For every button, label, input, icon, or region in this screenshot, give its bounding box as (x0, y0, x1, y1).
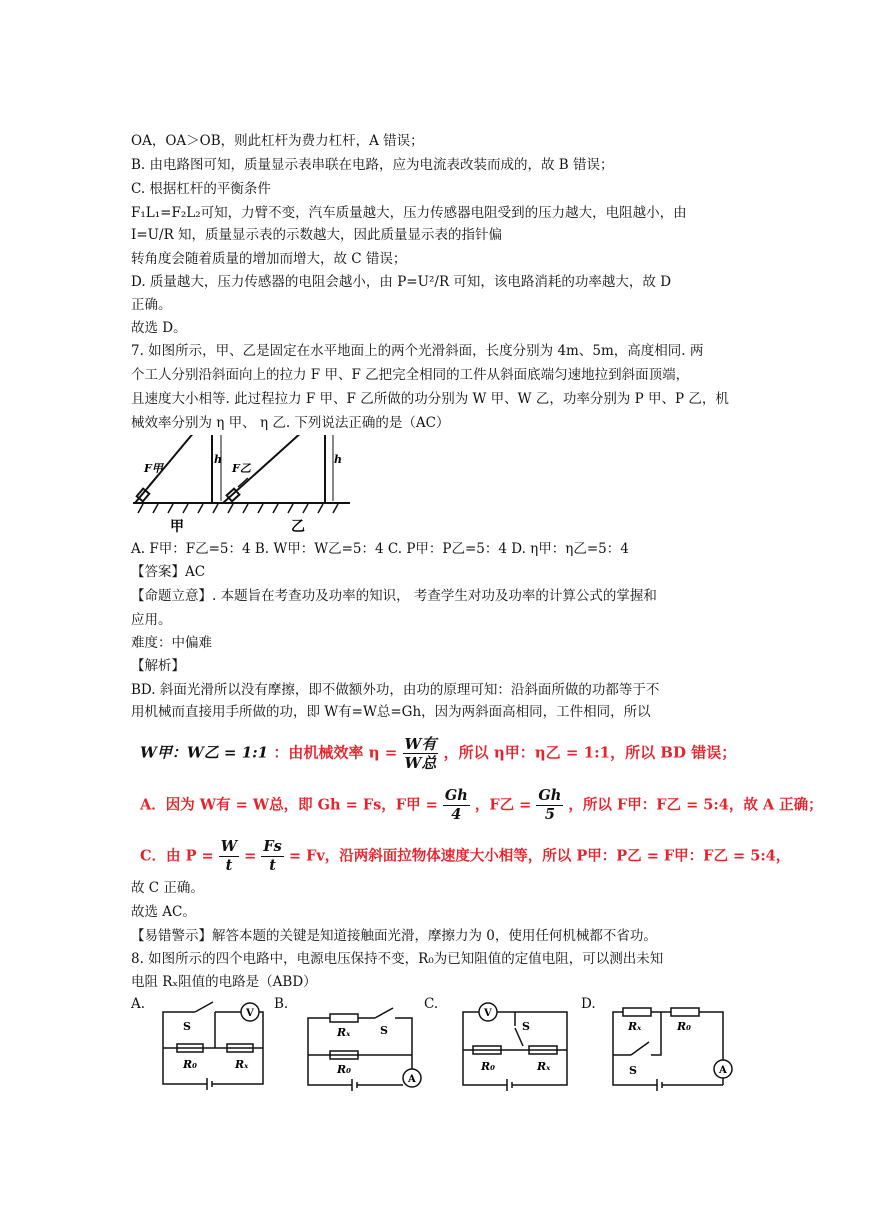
equation-power: C．由 P = $\frac{W}{t}$ = $\frac{Fs}{t}$ = Fv，沿两斜面拉物体速度大小相等，所以 P甲：P乙 = F甲：F乙 = 5:4， (140, 838, 791, 874)
incline-label-right: 乙 (291, 519, 305, 535)
text-line: OA，OA＞OB，则此杠杆为费力杠杆，A 错误； (131, 133, 424, 149)
svg-text:V: V (246, 1008, 254, 1019)
question-7: 械效率分别为 η 甲、 η 乙. 下列说法正确的是（AC） (131, 415, 450, 431)
option-label: A. (131, 996, 146, 1012)
answer: 【答案】AC (131, 564, 206, 580)
circuit-a (155, 1000, 270, 1095)
incline-label-left: 甲 (170, 519, 184, 535)
svg-text:A: A (408, 1074, 416, 1085)
text-line: C. 根据杠杆的平衡条件 (131, 181, 271, 197)
text-line: I=U/R 知，质量显示表的示数越大，因此质量显示表的指针偏 (131, 227, 503, 243)
analysis-heading: 【解析】 (131, 658, 185, 674)
option-label: D. (581, 996, 596, 1012)
analysis-text: 用机械而直接用手所做的功，即 W有=W总=Gh，因为两斜面高相同，工件相同，所以 (131, 704, 651, 720)
circuit-d (605, 1000, 745, 1095)
conclusion: 故 C 正确。 (131, 880, 204, 896)
svg-text:Rₓ: Rₓ (537, 1060, 551, 1073)
circuit-b (300, 1000, 430, 1095)
conclusion: 故选 AC。 (131, 904, 196, 920)
question-7: 7. 如图所示，甲、乙是固定在水平地面上的两个光滑斜面，长度分别为 4m、5m，高度相同. 两 (131, 343, 704, 359)
circuit-c (455, 1000, 575, 1095)
svg-text:S: S (629, 1064, 637, 1077)
svg-text:Rₓ: Rₓ (337, 1026, 351, 1039)
difficulty: 难度：中偏难 (131, 635, 212, 651)
svg-text:R₀: R₀ (677, 1020, 691, 1033)
height-label-left: h (214, 453, 222, 466)
intent: 应用。 (131, 612, 172, 628)
text-line: 正确。 (131, 297, 172, 313)
question-7: 且速度大小相等. 此过程拉力 F 甲、F 乙所做的功分别为 W 甲、W 乙，功率分别为 P 甲、P 乙，机 (131, 391, 729, 407)
svg-text:Rₓ: Rₓ (235, 1058, 249, 1071)
incline-figure (128, 435, 358, 535)
height-label-right: h (334, 453, 342, 466)
intent: 【命题立意】. 本题旨在考查功及功率的知识， 考查学生对功及功率的计算公式的掌握和 (131, 588, 657, 604)
option-label: B. (274, 996, 289, 1012)
svg-text:R₀: R₀ (183, 1058, 197, 1071)
svg-text:S: S (380, 1024, 388, 1037)
svg-text:S: S (522, 1020, 530, 1033)
text-line: D. 质量越大，压力传感器的电阻会越小，由 P=U²/R 可知，该电路消耗的功率越大，故 D (131, 274, 672, 290)
question-8: 8. 如图所示的四个电路中，电源电压保持不变，R₀为已知阻值的定值电阻，可以测出未知 (131, 951, 664, 967)
question-8: 电阻 Rₓ阻值的电路是（ABD） (131, 974, 317, 990)
option-label: C. (424, 996, 439, 1012)
text-line: 转角度会随着质量的增加而增大，故 C 错误； (131, 251, 407, 267)
warning: 【易错警示】解答本题的关键是知道接触面光滑，摩擦力为 0，使用任何机械都不省功。 (131, 928, 657, 944)
text-line: B. 由电路图可知，质量显示表串联在电路，应为电流表改装而成的，故 B 错误； (131, 157, 614, 173)
svg-text:V: V (484, 1008, 492, 1019)
equation-efficiency: W甲：W乙 = 1:1 ：由机械效率 η = $\frac{\text{W有}}{\text{W总}}$ ，所以 η甲：η乙 = 1:1，所以 BD 错误； (140, 735, 737, 772)
analysis-text: BD. 斜面光滑所以没有摩擦，即不做额外功，由功的原理可知：沿斜面所做的功都等于不 (131, 682, 660, 698)
question-7: 个工人分别沿斜面向上的拉力 F 甲、F 乙把完全相同的工件从斜面底端匀速地拉到斜面顶端， (131, 367, 690, 383)
svg-text:Rₓ: Rₓ (628, 1020, 642, 1033)
equation-force: A．因为 W有 = W总，即 Gh = Fs，F甲 = $\frac{Gh}{4}$ ，F乙 = $\frac{Gh}{5}$ ，所以 F甲：F乙 = 5:4，故 A 正确； (140, 787, 823, 823)
svg-text:S: S (183, 1020, 191, 1033)
force-label-right: F乙 (232, 462, 251, 475)
svg-text:R₀: R₀ (337, 1063, 351, 1076)
svg-text:R₀: R₀ (481, 1060, 495, 1073)
text-line: F₁L₁=F₂L₂可知，力臂不变，汽车质量越大，压力传感器电阻受到的压力越大，电阻越小，由 (131, 205, 687, 221)
force-label-left: F甲 (144, 462, 163, 475)
text-line: 故选 D。 (131, 320, 187, 336)
options-q7: A. F甲：F乙=5：4 B. W甲：W乙=5：4 C. P甲：P乙=5：4 D. η甲：η乙=5：4 (131, 541, 629, 557)
svg-text:A: A (719, 1065, 727, 1076)
